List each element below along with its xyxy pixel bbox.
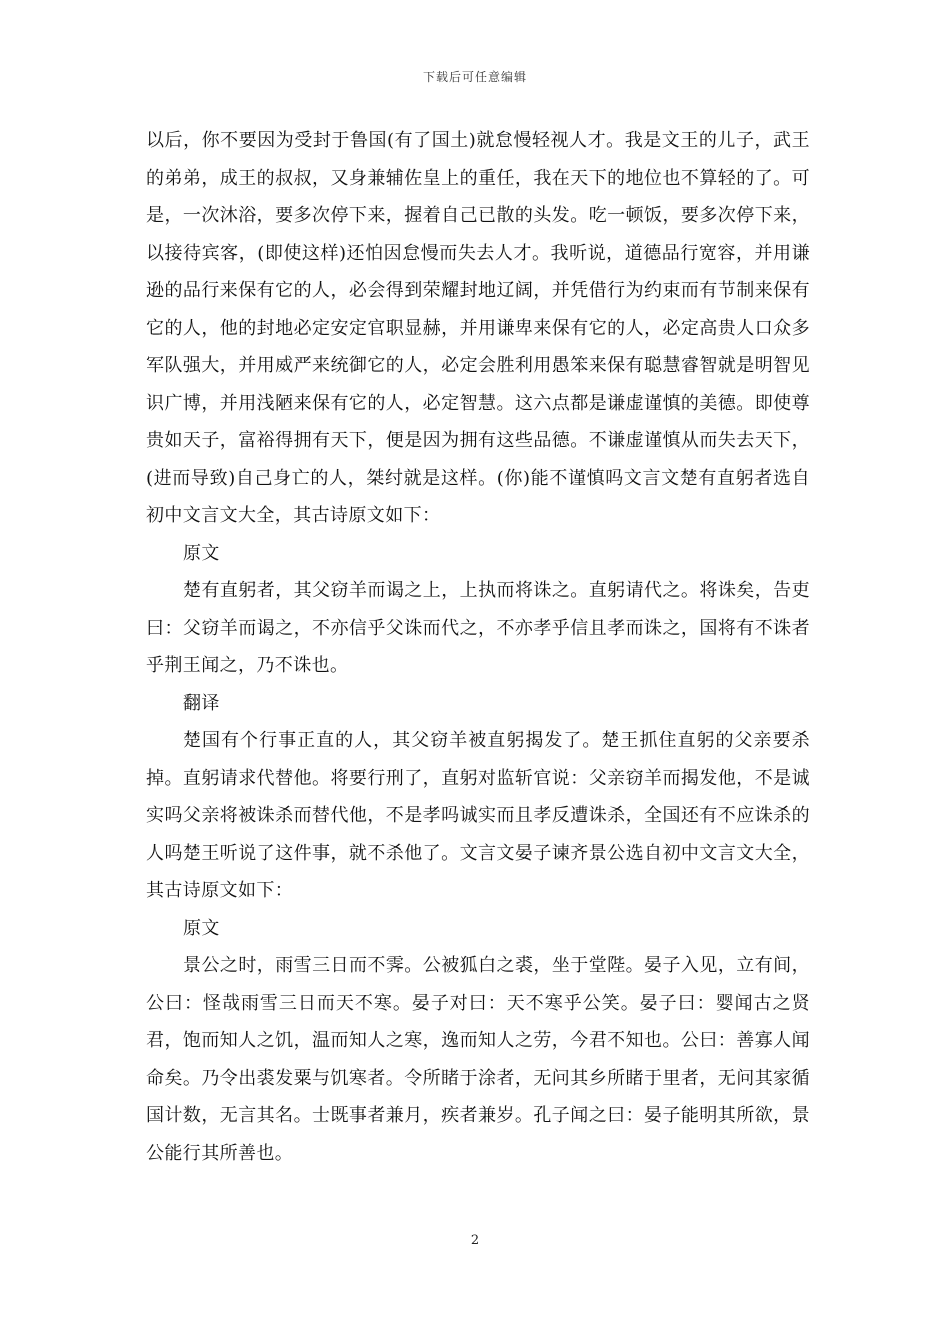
page-number: 2 — [470, 1233, 480, 1248]
document-body — [146, 122, 810, 1172]
paragraph: 以后，你不要因为受封于鲁国(有了国土)就怠慢轻视人才。我是文王的儿子，武王的弟弟，成王的叔叔，又身兼辅佐皇上的重任，我在天下的地位也不算轻的了。可是，一次沐浴，要多次停下来，握着自己已散的头发。吃一顿饭，要多次停下来，以接待宾客，(即使这样)还怕因怠慢而失去人才。我听说，道德品行宽容，并用谦逊的品行来保有它的人，必会得到荣耀封地辽阔，并凭借行为约束而有节制来保有它的人，他的封地必定安定官职显赫，并用谦卑来保有它的人，必定高贵人口众多军队强大，并用威严来统御它的人，必定会胜利用愚笨来保有聪慧睿智就是明智见识广博，并用浅陋来保有它的人，必定智慧。这六点都是谦虚谨慎的美德。即使尊贵如天子，富裕得拥有天下，便是因为拥有这些品德。不谦虚谨慎从而失去天下，(进而导致)自己身亡的人，桀纣就是这样。(你)能不谨慎吗文言文楚有直躬者选自初中文言文大全，其古诗原文如下： — [146, 130, 810, 526]
section-heading-translation: 翻译 — [183, 692, 220, 714]
page-header: 下载后可任意编辑 — [422, 70, 527, 84]
paragraph: 景公之时，雨雪三日而不霁。公被狐白之裘，坐于堂陛。晏子入见，立有间，公曰：怪哉雨雪三日而天不寒。晏子对曰：天不寒乎公笑。晏子曰：婴闻古之贤君，饱而知人之饥，温而知人之寒，逸而知人之劳，今君不知也。公曰：善寡人闻命矣。乃令出裘发粟与饥寒者。令所睹于涂者，无问其乡所睹于里者，无问其家循国计数，无言其名。士既事者兼月，疾者兼岁。孔子闻之曰：晏子能明其所欲，景公能行其所善也。 — [146, 955, 810, 1164]
paragraph: 楚有直躬者，其父窃羊而谒之上，上执而将诛之。直躬请代之。将诛矣，告吏曰：父窃羊而谒之，不亦信乎父诛而代之，不亦孝乎信且孝而诛之，国将有不诛者乎荆王闻之，乃不诛也。 — [146, 580, 810, 676]
paragraph: 楚国有个行事正直的人，其父窃羊被直躬揭发了。楚王抓住直躬的父亲要杀掉。直躬请求代替他。将要行刑了，直躬对监斩官说：父亲窃羊而揭发他，不是诚实吗父亲将被诛杀而替代他，不是孝吗诚实而且孝反遭诛杀，全国还有不应诛杀的人吗楚王听说了这件事，就不杀他了。文言文晏子谏齐景公选自初中文言文大全，其古诗原文如下： — [146, 730, 810, 901]
section-heading-original-text: 原文 — [183, 542, 220, 564]
section-heading-original-text: 原文 — [183, 917, 220, 939]
